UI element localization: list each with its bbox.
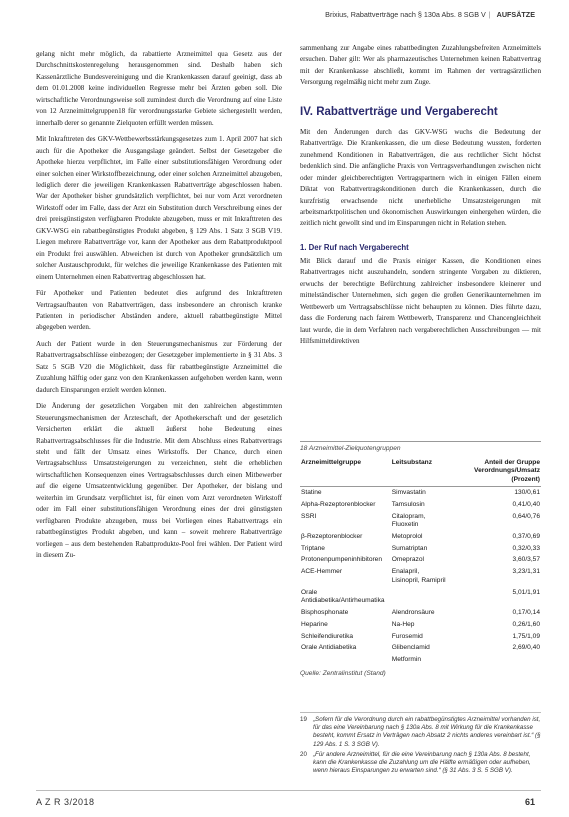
- zielquoten-table: [300, 457, 541, 667]
- table-row: [300, 487, 541, 499]
- table-cell: 1,75/1,09: [512, 632, 540, 640]
- table-row: [300, 543, 541, 555]
- right-column: [300, 43, 541, 348]
- paragraph: sammenhang zur Angabe eines rabattbedingten Zuzahlungsbefreiten Arzneimittels ersuchen. Daher gilt: Wer als pharmazeutisches Unternehmen keinen Rabattvertrag mit der Krankenkasse abschließt, kommt im Rahmen der vertragsärztlichen Versorgung regelmäßig nicht mehr zum Zuge.: [300, 44, 541, 87]
- paragraph: Mit Inkrafttreten des GKV-Wettbewerbsstärkungsgesetzes zum 1. April 2007 hat sich auch für die Apotheker die Ausgangslage geändert. Selbst der Gesetzgeber die Apotheke hierzu verpflichtet, im Falle einer substitutionsfähigen Verordnung oder einer solchen einer Wirkstoffbezeichnung, oder einer solchen Arzneimittel abzugeben, lediglich derer die jeweiligen Krankenkassen Rabattverträge abgeschlossen haben. War der Apotheker bisher grundsätzlich verpflichtet, bei nur vom Arzt verordneten Wirkstoff oder im Falle, dass der Arzt ein Substitution durch Verschreibung eines der drei preisgünstigsten verfügbaren Produkte abzugeben, muss er mit Inkrafttreten des GKV-WSG ein rabattbegünstigtes Produkt abgeben, § 129 Abs. 1 Satz 3 SGB V19. Liegen mehrere Rabattverträge vor, kann der Apotheker aus dem Rabattproduktpool ein Produkt frei auswählen. Abweichen ist durch von Apotheker grundsätzlich um solcher Austauschprodukt, für welches die jeweilige Krankenkasse des Patienten mit einem Unternehmen einen Rabattvertrag abgeschlossen hat.: [36, 135, 282, 281]
- table-cell: Orale Antidiabetika: [301, 644, 357, 652]
- footnote-text: „Sofern für die Verordnung durch ein rabattbegünstigtes Arzneimittel vorhanden ist, für das eine Vereinbarung nach § 130a Abs. 8 mit Wirkung für die Krankenkasse besteht, kommt Ersatz in Verträgen nach Absatz 2 nichts anderes vereinbart ist.“ (§ 129 Abs. 1 S. 3 SGB V).: [313, 716, 541, 748]
- subsection-heading: 1. Der Ruf nach Vergaberecht: [300, 242, 409, 252]
- table-row: [300, 567, 541, 587]
- table-cell: Citalopram, Fluoxetin: [391, 512, 426, 529]
- table-cell: Schleifendiuretika: [301, 632, 354, 640]
- footnotes: [300, 712, 541, 777]
- running-title: Brixius, Rabattverträge nach § 130a Abs. 8 SGB V: [325, 10, 486, 19]
- table-caption: 18 Arzneimittel-Zielquotengruppen: [300, 445, 401, 452]
- paragraph: Die Änderung der gesetzlichen Vorgaben mit den zahlreichen abgestimmten Steuerungsmechanismen der Ärzteschaft, der Apothekerschaft und der gesetzlich Versicherten erklärt die aktuell äußerst hohe Bedeutung eines Rabattvertragsabschlusses für die Industrie. Mit dem Abschluss eines Rabattvertrags steht und fällt der Umsatz eines Wirkstoffs. Der Chance, durch einen Vertragsabschluss Umsatzsteigerungen zu verzeichnen, steht die erheblichen wirtschaftlichen Konsequenzen eines Vertragsabschlusses durch einen Mitbewerber auf die eigene Umsatzentwicklung gegenüber. Der Apotheker, der bislang und weiterhin im Grundsatz verpflichtet ist, für einen vom Arzt verordneten Wirkstoff oder im Fall einer substitutionsfähigen Verordnung eines der drei günstigsten verfügbaren Produkte abzugeben, muss bei Vorliegen eines Rabattvertrags ein rabattbegünstigtes Produkt abgeben, und kann – soweit mehrere Rabattverträge vorliegen – aus dem bestehenden Rabattprodukte-Pool frei wählen. Der Patient wird in diesem Zu-: [36, 402, 282, 560]
- table-cell: Furosemid: [391, 632, 423, 640]
- section-label: AUFSÄTZE: [496, 10, 535, 19]
- footnote-table: [300, 441, 541, 679]
- table-cell: Glibenclamid: [391, 644, 430, 652]
- table-row: [300, 531, 541, 543]
- table-row: [300, 511, 541, 531]
- page-number: 61: [524, 797, 535, 807]
- paragraph: Für Apotheker und Patienten bedeutet dies aufgrund des Inkrafttreten Vertragsaufbauten von Rabattverträgen, dass insbesondere an chronisch kranke Patienten in periodischer Abständen andere, aktuell rabattbegünstigte Mittel abgegeben werden.: [36, 289, 282, 332]
- table-cell: Alendronsäure: [391, 609, 435, 616]
- table-cell: 0,32/0,33: [512, 544, 540, 552]
- table-source: Quelle: Zentralinstitut (Stand): [300, 670, 386, 678]
- table-cell: Orale Antidiabetika/Antirheumatika: [301, 588, 385, 605]
- footnote-number: 20: [300, 750, 307, 758]
- table-cell: ACE-Hemmer: [301, 568, 343, 576]
- section-heading: IV. Rabattverträge und Vergaberecht: [300, 105, 498, 118]
- journal-issue: A Z R 3/2018: [36, 797, 95, 807]
- table-cell: 0,17/0,14: [512, 609, 540, 616]
- paragraph: gelang nicht mehr möglich, da rabattierte Arzneimittel qua Gesetz aus der Durchschnittskostenregelung herausgenommen sind. Deshalb haben sich Kassenärztliche Bundesvereinigung und die Krankenkassen darauf geeinigt, dass ab dem 01.01.2008 keine individuellen Regresse mehr bei Ärzten geben soll. Die wirtschaftliche Verordnungsweise soll zumindest durch die Verordnung auf eine Liste von 12 Arzneimittelgruppen18 für verordnungsstarke Gebiete sichergestellt werden, innerhalb derer so genannte Zielquoten erfüllt werden müssen.: [36, 50, 282, 127]
- table-cell: 3,23/1,31: [512, 568, 540, 576]
- table-cell: [447, 655, 541, 667]
- table-cell: Statine: [301, 488, 322, 496]
- table-row: [300, 619, 541, 631]
- table-cell: β-Rezeptorenblocker: [301, 532, 363, 540]
- table-cell: Na-Hep: [391, 620, 415, 628]
- table-cell: 0,26/1,60: [512, 620, 540, 628]
- table-cell: Tamsulosin: [391, 500, 425, 508]
- table-cell: Enalapril, Lisinopril, Ramipril: [391, 568, 446, 584]
- table-header-row: [300, 457, 541, 487]
- table-row: [300, 607, 541, 619]
- column-header: Arzneimittelgruppe: [300, 457, 391, 487]
- table-cell: 2,69/0,40: [512, 644, 540, 652]
- table-cell: 0,41/0,40: [512, 500, 540, 508]
- column-header: Anteil der Gruppe Verordnungs/Umsatz (Prozent): [447, 457, 541, 487]
- table-row: [300, 631, 541, 643]
- footer-rule: [36, 790, 541, 791]
- running-header: Brixius, Rabattverträge nach § 130a Abs. 8 SGB V | AUFSÄTZE: [325, 10, 535, 19]
- table-cell: Heparine: [301, 620, 328, 628]
- table-row: [300, 655, 541, 667]
- footnote-text: „Für andere Arzneimittel, für die eine Vereinbarung nach § 130a Abs. 8 besteht, kann die Krankenkasse die Zuzahlung um die Hälfte ermäßigen oder aufheben, wenn hieraus Einsparungen zu erwarten sind.“ (§ 31 Abs. 3 S. 5 SGB V).: [313, 750, 531, 775]
- table-row: [300, 643, 541, 655]
- paragraph: Auch der Patient wurde in den Steuerungsmechanismus zur Förderung der Rabattvertragsabschlüsse einbezogen; der Gesetzgeber implementierte in § 31 Abs. 3 Satz 5 SGB V20 die Möglichkeit, dass für rabattbegünstigte Arzneimittel die Zuzahlung hälftig oder ganz von den Krankenkassen aufgehoben werden kann, wenn dadurch Einsparungen erzielt werden können.: [36, 339, 282, 394]
- table-cell: [391, 587, 448, 607]
- table-cell: 130/0,61: [514, 488, 540, 496]
- paragraph: Mit den Änderungen durch das GKV-WSG wuchs die Bedeutung der Rabattverträge. Die Krankenkassen, die um diese Bedeutung wussten, forderten zunehmend Konditionen in Rabattverträgen, die aus rechtlicher Sicht höchst bedenklich sind. Die anfängliche Praxis von Vertragsverhandlungen zwischen nicht oder minder gleichberechtigten Vertragspartnern wich in einigen Fällen einem Diktat von Rabattvertragskonditionen durch die Krankenkassen, durch die kurzfristig erwachsende nicht unerhebliche Umsatzsteigerungen mit arbeitsmarktpolitischen und ökonomischen Auswirkungen einhergehen würden, die zeitlich nicht gewollt sind und im Einsparungen nicht in Relation stehen.: [300, 127, 541, 228]
- table-cell: 0,37/0,69: [512, 532, 540, 540]
- table-cell: Simvastatin: [391, 488, 426, 496]
- column-header: Leitsubstanz: [391, 457, 448, 487]
- table-cell: 5,01/1,91: [512, 588, 540, 596]
- table-row: [300, 555, 541, 567]
- table-cell: Bisphosphonate: [301, 609, 349, 616]
- table-cell: Sumatriptan: [391, 544, 428, 552]
- table-cell: Protonenpumpeninhibitoren: [301, 556, 383, 564]
- table-cell: 3,60/3,57: [512, 556, 540, 564]
- table-cell: SSRI: [301, 512, 317, 520]
- table-row: [300, 587, 541, 607]
- table-cell: [300, 655, 391, 667]
- paragraph: Mit Blick darauf und die Praxis einiger Kassen, die Konditionen eines Rabattvertrages nicht auszuhandeln, sondern stringente Vorgaben zu diktieren, erwuchs der berechtigte Befürchtung zahlreicher insbesondere kleinerer und mittelständischer Unternehmen, sich gegen die großen Generikaunternehmen im Wettbewerb um Vertragsabschlüsse nicht behaupten zu können. Dies führte dazu, dass die Forderung nach fairem Wettbewerb, Transparenz und Chancengleichheit laut wurde, die in dem Verfahren nach vergaberechtlichen Ausschreibungen — mit Hilfsmitteldirektiven: [300, 256, 541, 346]
- table-cell: Metformin: [391, 656, 422, 664]
- table-cell: Triptane: [301, 544, 325, 552]
- table-row: [300, 499, 541, 511]
- table-cell: Alpha-Rezeptorenblocker: [301, 500, 376, 508]
- table-cell: Metoprolol: [391, 532, 423, 540]
- left-column: [36, 49, 282, 561]
- table-cell: 0,64/0,76: [512, 512, 540, 520]
- table-cell: Omeprazol: [391, 556, 424, 564]
- footnote-number: 19: [300, 716, 307, 723]
- footnote: [300, 751, 541, 776]
- footnote: [300, 716, 541, 749]
